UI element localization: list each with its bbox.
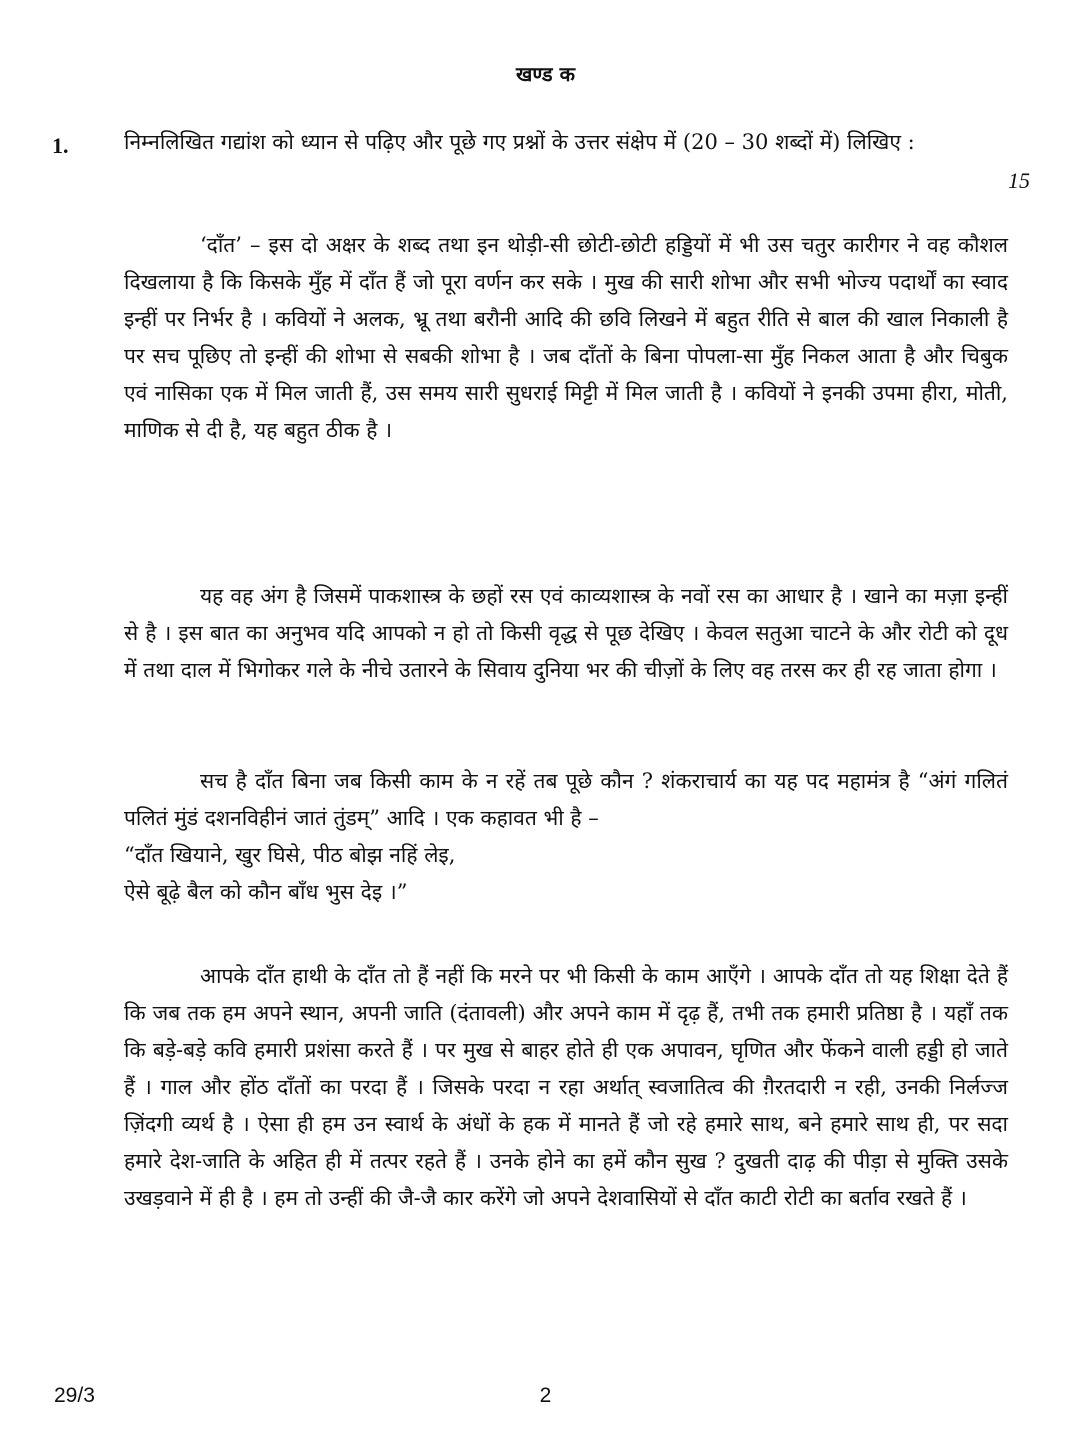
passage-paragraph-2: यह वह अंग है जिसमें पाकशास्त्र के छहों रस एवं काव्यशास्त्र के नवों रस का आधार है । खाने का मज़ा इन्हीं से है । इस बात का अनुभव यदि आपको न हो तो किसी वृद्ध से पूछ देखिए । केवल सतुआ चाटने के और रोटी को दूध में तथा दाल में भिगोकर गले के नीचे उतारने के सिवाय दुनिया भर की चीज़ों के लिए वह तरस कर ही रह जाता होगा । [124, 584, 1008, 682]
page-number: 2 [539, 1384, 552, 1407]
verse-line-2: ऐसे बूढ़े बैल को कौन बाँध भुस देइ ।” [124, 880, 408, 904]
paper-code: 29/3 [54, 1384, 95, 1407]
question-number: 1. [52, 133, 69, 158]
question-instruction: निम्नलिखित गद्यांश को ध्यान से पढ़िए और पूछे गए प्रश्नों के उत्तर संक्षेप में (20 – 30 शब्दों में) लिखिए : [124, 130, 915, 154]
section-title: खण्ड क [516, 62, 575, 86]
verse-line-1: “दाँत खियाने, खुर घिसे, पीठ बोझ नहिं लेइ, [124, 843, 456, 867]
passage-paragraph-3: सच है दाँत बिना जब किसी काम के न रहें तब पूछे कौन ? शंकराचार्य का यह पद महामंत्र है “अंगं गलितं पलितं मुंडं दशनविहीनं जातं तुंडम्” आदि । एक कहावत भी है – [124, 769, 1008, 830]
question-marks: 15 [1008, 168, 1030, 193]
verse-quote [124, 837, 1008, 911]
passage-paragraph-1: ‘दाँत’ – इस दो अक्षर के शब्द तथा इन थोड़ी-सी छोटी-छोटी हड्डियों में भी उस चतुर कारीगर ने वह कौशल दिखलाया है कि किसके मुँह में दाँत हैं जो पूरा वर्णन कर सके । मुख की सारी शोभा और सभी भोज्य पदार्थों का स्वाद इन्हीं पर निर्भर है । कवियों ने अलक, भ्रू तथा बरौनी आदि की छवि लिखने में बहुत रीति से बाल की खाल निकाली है पर सच पूछिए तो इन्हीं की शोभा से सबकी शोभा है । जब दाँतों के बिना पोपला-सा मुँह निकल आता है और चिबुक एवं नासिका एक में मिल जाती हैं, उस समय सारी सुधराई मिट्टी में मिल जाती है । कवियों ने इनकी उपमा हीरा, मोती, माणिक से दी है, यह बहुत ठीक है । [124, 233, 1008, 442]
passage-paragraph-4: आपके दाँत हाथी के दाँत तो हैं नहीं कि मरने पर भी किसी के काम आएँगे । आपके दाँत तो यह शिक्षा देते हैं कि जब तक हम अपने स्थान, अपनी जाति (दंतावली) और अपने काम में दृढ़ हैं, तभी तक हमारी प्रतिष्ठा है । यहाँ तक कि बड़े-बड़े कवि हमारी प्रशंसा करते हैं । पर मुख से बाहर होते ही एक अपावन, घृणित और फेंकने वाली हड्डी हो जाते हैं । गाल और होंठ दाँतों का परदा हैं । जिसके परदा न रहा अर्थात् स्वजातित्व की ग़ैरतदारी न रही, उनकी निर्लज्ज ज़िंदगी व्यर्थ है । ऐसा ही हम उन स्वार्थ के अंधों के हक में मानते हैं जो रहे हमारे साथ, बने हमारे साथ ही, पर सदा हमारे देश-जाति के अहित ही में तत्पर रहते हैं । उनके होने का हमें कौन सुख ? दुखती दाढ़ की पीड़ा से मुक्ति उसके उखड़वाने में ही है । हम तो उन्हीं की जै-जै कार करेंगे जो अपने देशवासियों से दाँत काटी रोटी का बर्ताव रखते हैं । [124, 964, 1008, 1210]
